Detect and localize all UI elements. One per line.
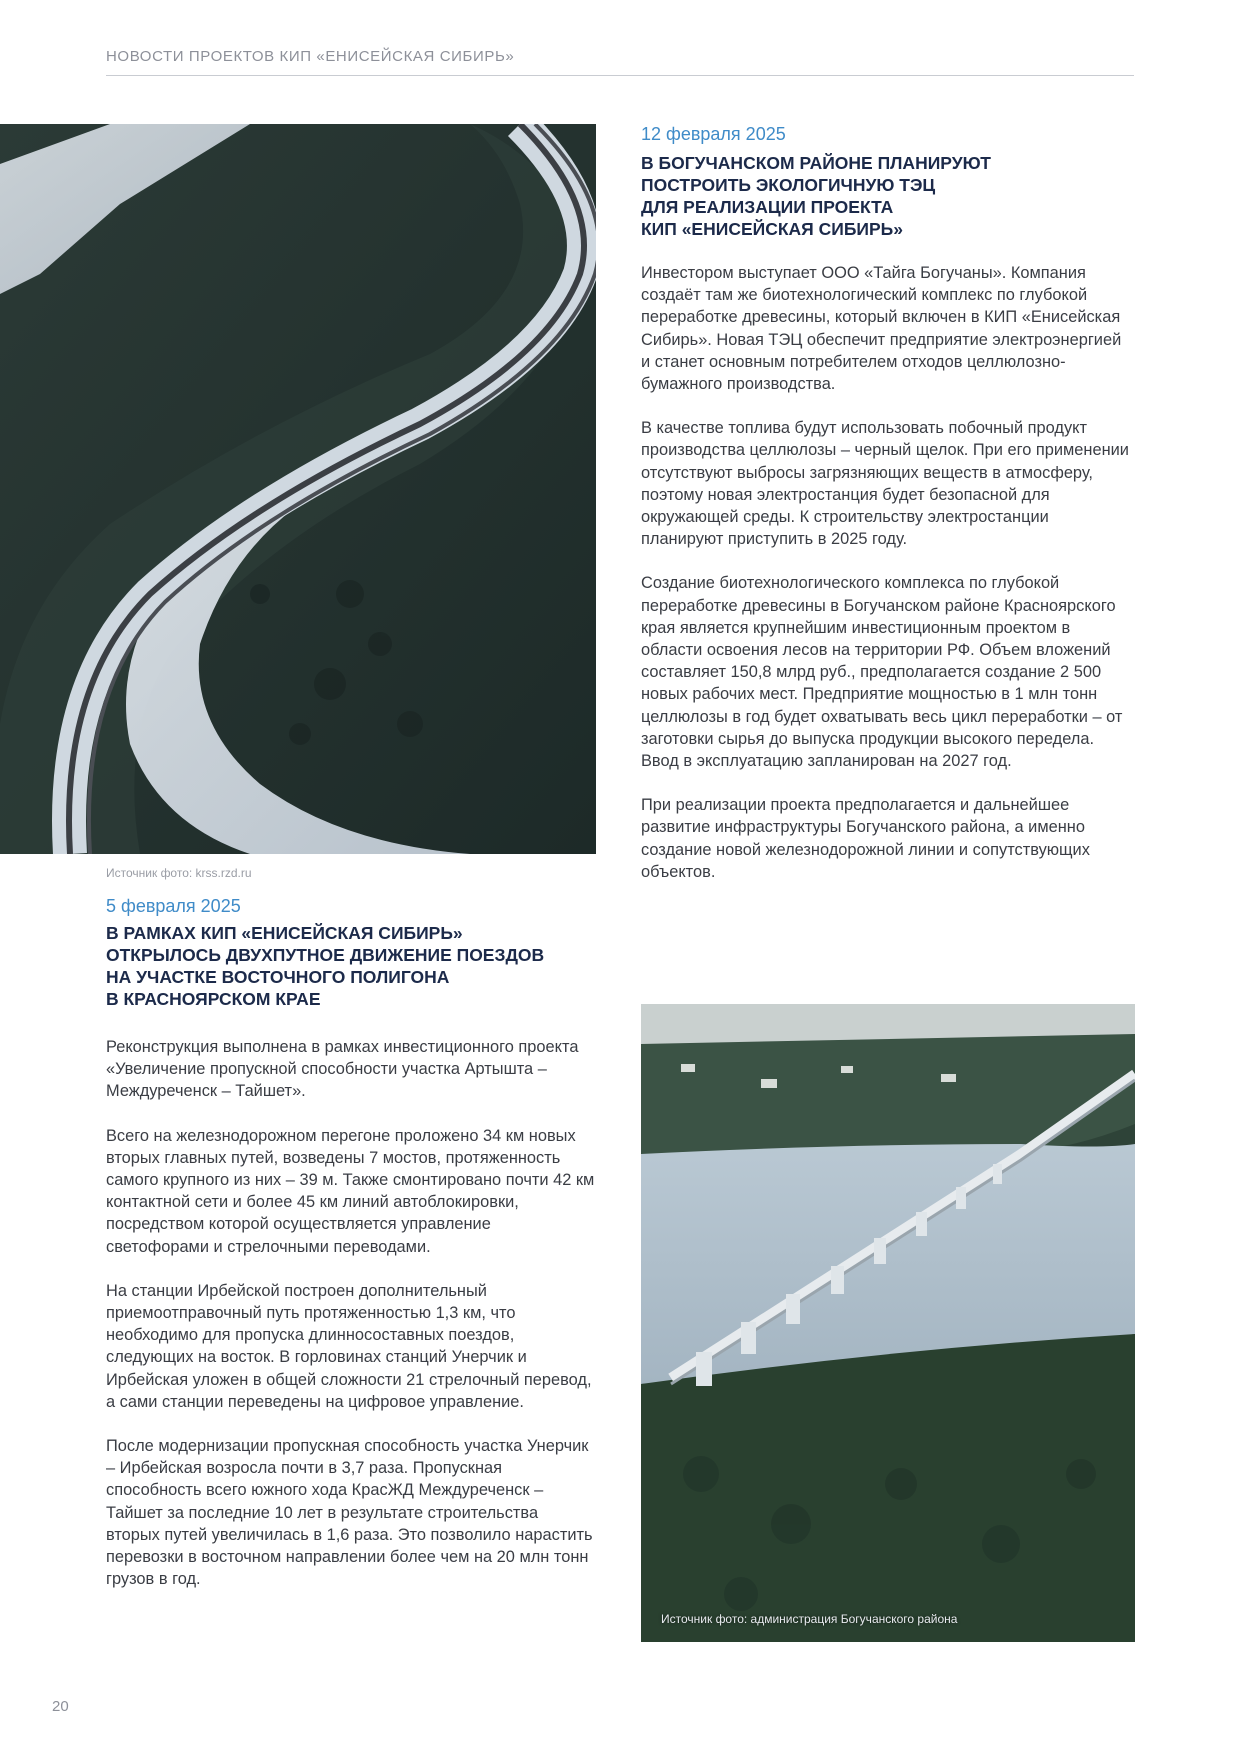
right-title-line: КИП «ЕНИСЕЙСКАЯ СИБИРЬ»	[641, 219, 903, 239]
bridge-photo-caption: Источник фото: администрация Богучанского района	[661, 1612, 958, 1626]
left-article-title	[106, 922, 606, 1010]
bridge-photo-illustration	[641, 1004, 1135, 1642]
right-title-line: В БОГУЧАНСКОМ РАЙОНЕ ПЛАНИРУЮТ	[641, 153, 991, 173]
left-paragraph: После модернизации пропускная способность участка Унерчик – Ирбейская возросла почти в 3,7 раза. Пропускная способность всего южного хода КрасЖД Междуреченск – Тайшет за последние 10 лет в результате строительства вторых путей увеличилась в 1,6 раза. Это позволило нарастить перевозки в восточном направлении более чем на 20 млн тонн грузов в год.	[106, 1437, 593, 1589]
right-paragraph: Инвестором выступает ООО «Тайга Богучаны». Компания создаёт там же биотехнологический комплекс по глубокой переработке древесины, который включен в КИП «Енисейская Сибирь». Новая ТЭЦ обеспечит предприятие электроэнергией и станет основным потребителем отходов целлюлозно-бумажного производства.	[641, 264, 1122, 394]
left-paragraph: Реконструкция выполнена в рамках инвестиционного проекта «Увеличение пропускной способности участка Артышта – Междуреченск – Тайшет».	[106, 1038, 579, 1101]
left-article-date: 5 февраля 2025	[106, 896, 241, 916]
right-title-line: ПОСТРОИТЬ ЭКОЛОГИЧНУЮ ТЭЦ	[641, 175, 936, 195]
right-paragraph: В качестве топлива будут использовать побочный продукт производства целлюлозы – черный щелок. При его применении отсутствуют выбросы загрязняющих веществ в атмосферу, поэтому новая электростанция будет безопасной для окружающей среды. К строительству электростанции планируют приступить в 2025 году.	[641, 419, 1129, 549]
left-title-line: НА УЧАСТКЕ ВОСТОЧНОГО ПОЛИГОНА	[106, 967, 450, 987]
bridge-aerial-photo	[641, 1004, 1135, 1642]
railway-aerial-photo	[0, 124, 596, 854]
page-number: 20	[52, 1698, 69, 1715]
right-article-title	[641, 152, 1141, 240]
page-header-title: НОВОСТИ ПРОЕКТОВ КИП «ЕНИСЕЙСКАЯ СИБИРЬ»	[106, 48, 515, 65]
right-paragraph: При реализации проекта предполагается и дальнейшее развитие инфраструктуры Богучанского района, а именно создание новой железнодорожной линии и сопутствующих объектов.	[641, 796, 1090, 881]
left-title-line: В КРАСНОЯРСКОМ КРАЕ	[106, 989, 321, 1009]
right-article-date: 12 февраля 2025	[641, 124, 786, 144]
left-paragraph: Всего на железнодорожном перегоне проложено 34 км новых вторых главных путей, возведены 7 мостов, протяженность самого крупного из них – 39 м. Также смонтировано почти 42 км контактной сети и более 45 км линий автоблокировки, посредством которой осуществляется управление светофорами и стрелочными переводами.	[106, 1126, 595, 1256]
header-divider	[106, 75, 1134, 76]
right-title-line: ДЛЯ РЕАЛИЗАЦИИ ПРОЕКТА	[641, 197, 894, 217]
right-article-body	[641, 262, 1133, 905]
railway-photo-illustration	[0, 124, 596, 854]
left-article-body	[106, 1036, 596, 1612]
left-title-line: В РАМКАХ КИП «ЕНИСЕЙСКАЯ СИБИРЬ»	[106, 923, 463, 943]
right-paragraph: Создание биотехнологического комплекса по глубокой переработке древесины в Богучанском районе Красноярского края является крупнейшим инвестиционным проектом в области освоения лесов на территории РФ. Объем вложений составляет 150,8 млрд руб., предполагается создание 2 500 новых рабочих мест. Предприятие мощностью в 1 млн тонн целлюлозы в год будет охватывать весь цикл переработки – от заготовки сырья до выпуска продукции высокого передела. Ввод в эксплуатацию запланирован на 2027 год.	[641, 574, 1123, 771]
left-title-line: ОТКРЫЛОСЬ ДВУХПУТНОЕ ДВИЖЕНИЕ ПОЕЗДОВ	[106, 945, 545, 965]
left-paragraph: На станции Ирбейской построен дополнительный приемоотправочный путь протяженностью 1,3 км, что необходимо для пропуска длинносоставных поездов, следующих на восток. В горловинах станций Унерчик и Ирбейская уложен в общей сложности 21 стрелочный перевод, а сами станции переведены на цифровое управление.	[106, 1281, 592, 1411]
railway-photo-caption: Источник фото: krss.rzd.ru	[106, 866, 252, 880]
